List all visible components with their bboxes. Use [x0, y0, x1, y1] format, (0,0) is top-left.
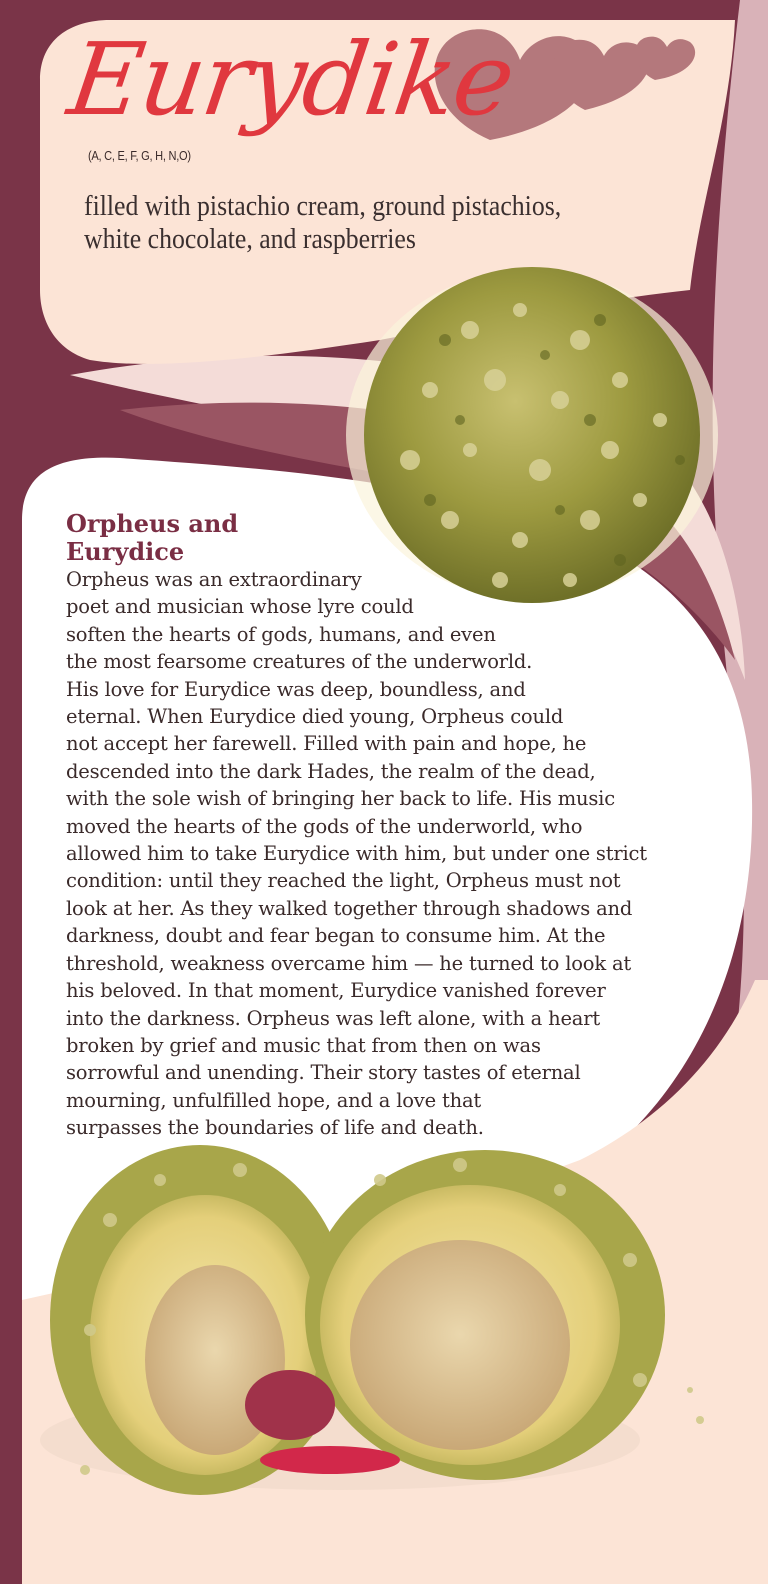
story-line: His love for Eurydice was deep, boundless, and [66, 677, 526, 701]
story-heading-line: Orpheus and [66, 509, 239, 538]
halved-truffle-image [40, 1145, 704, 1495]
story-line: broken by grief and music that from then on was [66, 1033, 541, 1057]
story-line: darkness, doubt and fear began to consume him. At the [66, 924, 606, 948]
story-line: with the sole wish of bringing her back to life. His music [66, 787, 615, 811]
story-heading-line: Eurydice [66, 537, 185, 566]
story-line: allowed him to take Eurydice with him, but under one strict [66, 842, 647, 866]
story-line: his beloved. In that moment, Eurydice vanished forever [66, 979, 606, 1003]
story-line: threshold, weakness overcame him — he turned to look at [66, 951, 632, 975]
filling-description [84, 190, 636, 256]
story-line: into the darkness. Orpheus was left alone, with a heart [66, 1006, 600, 1030]
filling-line: white chocolate, and raspberries [84, 224, 416, 255]
story-line: Orpheus was an extraordinary [66, 568, 362, 591]
story-line: descended into the dark Hades, the realm of the dead, [66, 759, 596, 783]
allergen-codes: (A, C, E, F, G, H, N,O) [88, 148, 191, 163]
filling-line: filled with pistachio cream, ground pistachios, [84, 191, 562, 222]
story-heading [66, 510, 238, 566]
pistachio-truffle-image [346, 267, 718, 603]
story-line: not accept her farewell. Filled with pain and hope, he [66, 732, 587, 756]
story-line: soften the hearts of gods, humans, and even [66, 622, 496, 646]
story-line: surpasses the boundaries of life and death. [66, 1116, 484, 1140]
product-title: Eurydike [61, 21, 520, 138]
story-line: look at her. As they walked together through shadows and [66, 896, 633, 920]
story-line: mourning, unfulfilled hope, and a love that [66, 1088, 482, 1112]
story-line: condition: until they reached the light, Orpheus must not [66, 869, 621, 893]
story-text [66, 566, 716, 1142]
story-line: eternal. When Eurydice died young, Orpheus could [66, 705, 564, 729]
story-line: moved the hearts of the gods of the underworld, who [66, 814, 583, 838]
story-line: sorrowful and unending. Their story tastes of eternal [66, 1061, 581, 1085]
story-line: the most fearsome creatures of the underworld. [66, 650, 533, 674]
story-line: poet and musician whose lyre could [66, 595, 414, 619]
